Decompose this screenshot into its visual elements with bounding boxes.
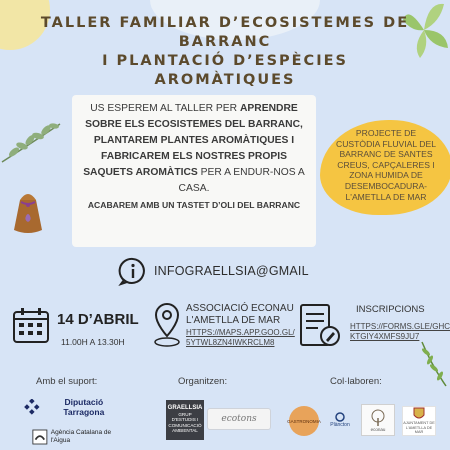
econau-name: econau xyxy=(370,426,386,432)
aromatic-sachet-icon xyxy=(8,186,48,236)
gastronomia-name: GASTRONOMIA xyxy=(287,418,321,424)
diputacio-emblem-icon xyxy=(24,399,40,415)
info-icon xyxy=(118,256,148,286)
inscriptions-form-link[interactable]: HTTPS://FORMS.GLE/GHCKTGIY4XMFS9JU7 xyxy=(350,322,450,341)
form-document-icon xyxy=(298,302,342,350)
description-card xyxy=(72,95,316,247)
event-title xyxy=(40,14,410,90)
event-time: 11.00H A 13.30H xyxy=(61,337,125,347)
description-outro: PER A ENDUR-NOS A CASA. xyxy=(178,167,305,194)
diputacio-logo xyxy=(24,396,124,418)
title-line-1: TALLER FAMILIAR D’ECOSISTEMES DE BARRANC xyxy=(40,15,410,50)
herb-sprig-icon xyxy=(0,118,64,166)
calendar-icon xyxy=(12,306,50,344)
ajuntament-logo xyxy=(402,406,436,436)
ajuntament-name: AJUNTAMENT DE L'AMETLLA DE MAR xyxy=(403,421,435,435)
herb-sprig-right-icon xyxy=(416,340,450,388)
shield-icon xyxy=(413,407,425,421)
location-pin-icon xyxy=(152,302,182,348)
description-activities: APRENDRE SOBRE ELS ECOSISTEMES DEL BARRANC, PLANTAREM PLANTES AROMÀTIQUES I FABRICAREM ELS NOSTRES PROPIS SAQUETS AROMÀTICS xyxy=(83,103,303,178)
plancton-logo xyxy=(326,407,354,433)
description-closing: ACABAREM AMB UN TASTET D’OLI DEL BARRANC xyxy=(87,200,301,210)
graellsia-name: GRAELLSIA xyxy=(167,405,203,412)
collaborators-heading: Col·laboren: xyxy=(330,376,382,387)
venue-name: ASSOCIACIÓ ECONAU L'AMETLLA DE MAR xyxy=(186,303,294,326)
project-blurb-text: PROJECTE DE CUSTÒDIA FLUVIAL DEL BARRANC DE SANTES CREUS, CAPÇALERES I ZONA HUMIDA DE DESEMBOCADURA-L'AMETLLA DE MAR xyxy=(336,128,436,202)
tree-icon xyxy=(369,409,387,427)
email-address[interactable]: INFOGRAELLSIA@GMAIL xyxy=(154,264,309,278)
description-text xyxy=(78,101,310,197)
title-line-2: I PLANTACIÓ D’ESPÈCIES AROMÀTIQUES xyxy=(102,53,348,88)
gastronomia-logo xyxy=(289,406,319,436)
agencia-aigua-logo xyxy=(32,426,122,448)
plancton-name: Plàncton xyxy=(330,422,350,428)
contact-email xyxy=(118,256,309,286)
project-blurb-shape xyxy=(320,120,450,215)
agencia-name: Agència Catalana de l'Aigua xyxy=(50,429,112,444)
support-heading: Amb el suport: xyxy=(36,376,98,387)
graellsia-subtitle: GRUP D'ESTUDIS I COMUNICACIÓ AMBIENTAL xyxy=(168,411,202,434)
graellsia-logo xyxy=(166,400,204,440)
organizers-heading: Organitzen: xyxy=(178,376,228,387)
ecotons-logo xyxy=(207,408,271,430)
diputacio-name: Diputació Tarragona xyxy=(63,397,105,417)
event-date: 14 D’ABRIL xyxy=(57,311,139,328)
econau-logo xyxy=(361,404,395,436)
inscriptions-label: INSCRIPCIONS xyxy=(356,304,425,315)
description-intro: US ESPEREM AL TALLER PER xyxy=(90,103,240,114)
aca-emblem-icon xyxy=(32,428,48,446)
ecotons-name: ecotons xyxy=(221,414,257,424)
plancton-emblem-icon xyxy=(334,412,346,422)
venue-map-link[interactable]: HTTPS://MAPS.APP.GOO.GL/5YTWL8ZN4IWKRCLM8 xyxy=(186,328,295,347)
